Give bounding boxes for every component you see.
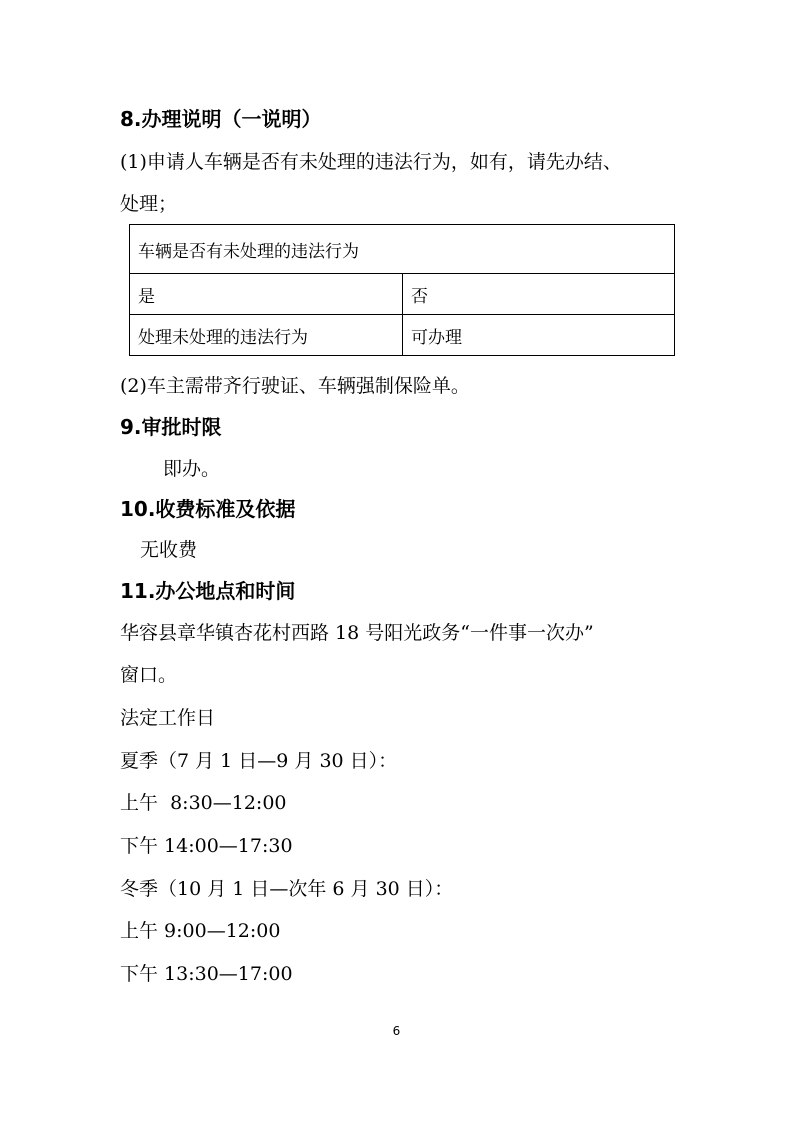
table-cell: 处理未处理的违法行为: [130, 315, 403, 356]
winter-period: 冬季（10 月 1 日—次年 6 月 30 日）：: [120, 878, 454, 900]
page-number: 6: [392, 1024, 401, 1038]
table-header-row: [130, 225, 675, 274]
table-header-cell: 车辆是否有未处理的违法行为: [130, 225, 675, 274]
table-row: [130, 274, 675, 315]
summer-period: 夏季（7 月 1 日—9 月 30 日）：: [120, 750, 398, 772]
summer-afternoon-hours: 下午 14:00—17:30: [120, 835, 293, 857]
section-8-heading: 8.办理说明（一说明）: [120, 107, 322, 131]
item-2-text: (2)车主需带齐行驶证、车辆强制保险单。: [120, 375, 470, 397]
violation-check-table: [129, 224, 675, 356]
section-10-body: 无收费: [140, 539, 198, 561]
table-row: [130, 315, 675, 356]
section-11-heading: 11.办公地点和时间: [120, 579, 296, 603]
section-10-heading: 10.收费标准及依据: [120, 497, 296, 521]
workdays-label: 法定工作日: [120, 707, 216, 729]
table-cell: 是: [130, 274, 403, 315]
summer-morning-hours: 上午 8:30—12:00: [120, 792, 287, 814]
item-1-line-1: (1)申请人车辆是否有未处理的违法行为，如有，请先办结、: [120, 151, 622, 173]
section-9-body: 即办。: [163, 458, 221, 480]
winter-afternoon-hours: 下午 13:30—17:00: [120, 963, 293, 985]
table-cell: 可办理: [403, 315, 675, 356]
address-line-1: 华容县章华镇杏花村西路 18 号阳光政务“一件事一次办”: [120, 622, 594, 644]
table-cell: 否: [403, 274, 675, 315]
winter-morning-hours: 上午 9:00—12:00: [120, 920, 281, 942]
section-9-heading: 9.审批时限: [120, 415, 222, 439]
item-1-line-2: 处理；: [120, 193, 178, 215]
address-line-2: 窗口。: [120, 664, 178, 686]
